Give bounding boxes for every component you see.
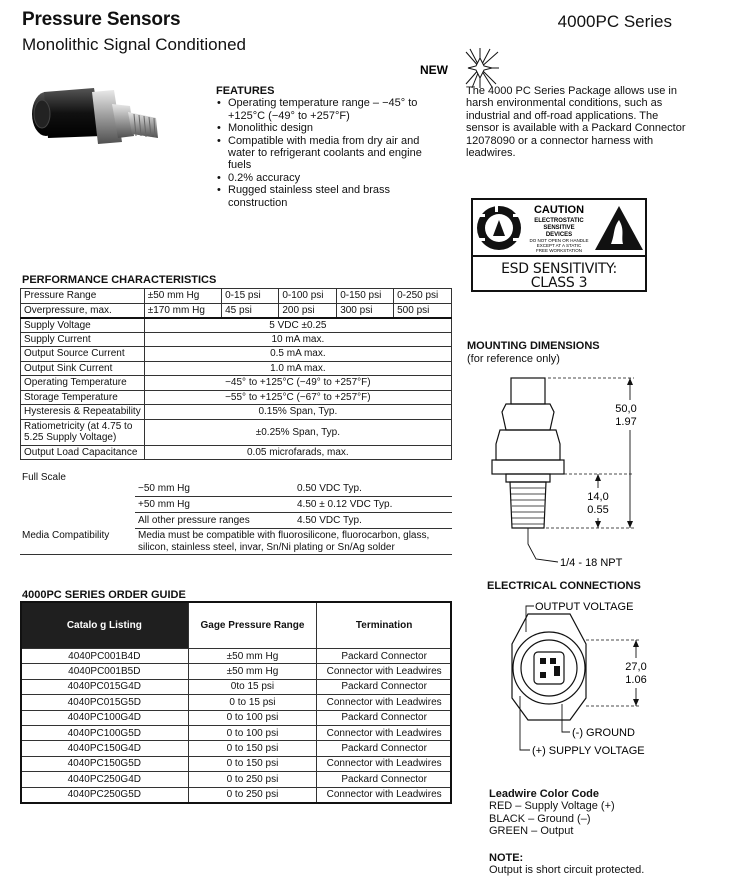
table-row [21,390,452,405]
intro-paragraph: The 4000 PC Series Package allows use in harsh environmental conditions, such as industrial and off-road applications. The sensor is available with a Packard Connector 12078090 or a connector harness with leadwires. [466,85,686,160]
table-cell: 4040PC250G5D [21,787,189,802]
electrical-heading: ELECTRICAL CONNECTIONS [487,580,641,592]
table-row [21,679,452,694]
table-cell: ±50 mm Hg [188,649,317,664]
table-cell: Packard Connector [317,649,452,664]
table-cell: 0-15 psi [222,289,279,304]
table-row [21,649,452,664]
order-guide-table [20,602,452,803]
table-row [21,664,452,679]
table-cell: 0.50 VDC Typ. [297,483,362,494]
features-list [216,97,442,209]
table-row [21,772,452,787]
table-cell: 0.5 mA max. [144,347,451,362]
table-cell: 0 to 150 psi [188,741,317,756]
table-cell: Pressure Range [21,289,145,304]
table-cell: 0 to 150 psi [188,756,317,771]
table-cell: −45° to +125°C (−49° to +257°F) [144,376,451,391]
table-row [21,405,452,420]
list-item: • Compatible with media from dry air and water to refrigerant coolants and engine fuels [216,135,442,172]
table-cell: 4040PC150G4D [21,741,189,756]
table-row [21,445,452,460]
table-cell: 0 to 100 psi [188,710,317,725]
dimension-in: 1.97 [615,416,637,428]
series-name: 4000PC Series [557,12,672,31]
table-cell: Hysteresis & Repeatability [21,405,145,420]
table-cell: 0 to 100 psi [188,725,317,740]
table-row [21,695,452,710]
table-cell: Storage Temperature [21,390,145,405]
table-cell: 4040PC100G4D [21,710,189,725]
page-subtitle: Monolithic Signal Conditioned [22,35,246,54]
table-row [21,303,452,318]
table-cell: Connector with Leadwires [317,756,452,771]
table-row [21,289,452,304]
table-cell: 4040PC001B5D [21,664,189,679]
table-header-row [21,603,452,649]
table-cell: 4040PC001B4D [21,649,189,664]
leadwire-heading: Leadwire Color Code [489,788,600,800]
table-row [21,756,452,771]
table-cell: 0 to 15 psi [188,695,317,710]
column-header-catalog: Catalo g Listing [21,603,189,649]
caution-line: ELECTROSTATIC [534,218,584,224]
table-cell: Packard Connector [317,710,452,725]
table-row [135,497,452,513]
performance-table [20,288,452,460]
esd-caution-top [473,200,645,257]
table-cell: 0-250 psi [394,289,452,304]
caution-line: SENSITIVE [543,225,575,231]
features-section [216,85,442,209]
table-cell: Connector with Leadwires [317,787,452,802]
table-cell: ±50 mm Hg [144,289,221,304]
electrical-drawing [490,596,700,766]
table-cell: 4.50 ± 0.12 VDC Typ. [297,499,393,510]
table-row [21,332,452,347]
new-badge [418,46,500,90]
caution-line: EXCEPT AT A STATIC [536,243,582,248]
table-cell: +50 mm Hg [138,499,190,510]
table-cell: 4040PC150G5D [21,756,189,771]
output-voltage-label: OUTPUT VOLTAGE [535,601,634,613]
esd-caution-label [471,198,647,292]
table-cell: 200 psi [279,303,337,318]
table-cell: Packard Connector [317,679,452,694]
table-row [135,513,452,529]
column-header-termination: Termination [317,603,452,649]
table-cell: 45 psi [222,303,279,318]
thread-label: 1/4 - 18 NPT [560,557,623,569]
table-cell: 300 psi [337,303,394,318]
dimension-in: 1.06 [625,674,647,686]
list-item: GREEN – Output [489,825,574,837]
esd-sensitivity-line: ESD SENSITIVITY: [501,261,617,277]
dimension-mm: 50,0 [615,403,637,415]
table-cell: 10 mA max. [144,332,451,347]
table-cell: Operating Temperature [21,376,145,391]
performance-heading: PERFORMANCE CHARACTERISTICS [22,274,217,286]
dimension-in: 0.55 [587,504,609,516]
table-cell: Output Sink Current [21,361,145,376]
new-badge-text: NEW [420,63,448,77]
table-row [135,481,452,497]
table-row [21,725,452,740]
table-cell: Supply Voltage [21,318,145,333]
ground-label: (-) GROUND [572,727,635,739]
table-row [21,710,452,725]
mounting-heading: MOUNTING DIMENSIONS [467,340,600,352]
order-guide-heading: 4000PC SERIES ORDER GUIDE [22,589,186,601]
table-cell: Packard Connector [317,772,452,787]
table-cell: −55° to +125°C (−67° to +257°F) [144,390,451,405]
product-photo [24,78,164,170]
table-cell: 500 psi [394,303,452,318]
table-cell: 4040PC250G4D [21,772,189,787]
table-cell: 0.15% Span, Typ. [144,405,451,420]
table-row [21,419,452,445]
features-heading: FEATURES [216,85,275,97]
caution-text: CAUTION [533,204,585,216]
note-text: Output is short circuit protected. [489,864,645,876]
table-cell: Supply Current [21,332,145,347]
table-row [21,787,452,802]
note-heading: NOTE: [489,852,524,864]
divider [20,554,452,555]
supply-voltage-label: (+) SUPPLY VOLTAGE [532,745,645,757]
full-scale-rows [135,481,452,529]
page-title: Pressure Sensors [22,9,181,30]
mounting-note: (for reference only) [467,353,560,365]
table-cell: 0-100 psi [279,289,337,304]
list-item: BLACK – Ground (–) [489,812,591,825]
table-cell: 0.05 microfarads, max. [144,445,451,460]
caution-line: DEVICES [545,232,573,238]
full-scale-label: Full Scale [22,472,66,483]
table-cell: ±50 mm Hg [188,664,317,679]
table-cell: Ratiometricity (at 4.75 to 5.25 Supply Voltage) [21,419,145,445]
list-item: • Operating temperature range – −45° to +125°C (−49° to +257°F) [216,97,442,122]
table-cell: Connector with Leadwires [317,664,452,679]
table-cell: All other pressure ranges [138,515,250,526]
table-cell: ±170 mm Hg [144,303,221,318]
leadwire-list [489,800,615,838]
table-row [21,318,452,333]
table-cell: −50 mm Hg [138,483,190,494]
esd-sensitivity [473,262,645,290]
dimension-mm: 14,0 [587,491,609,503]
table-cell: Output Load Capacitance [21,445,145,460]
table-cell: Connector with Leadwires [317,725,452,740]
table-row [21,361,452,376]
table-cell: 4040PC015G5D [21,695,189,710]
table-cell: Overpressure, max. [21,303,145,318]
table-cell: Connector with Leadwires [317,695,452,710]
table-cell: ±0.25% Span, Typ. [144,419,451,445]
caution-line: DO NOT OPEN OR HANDLE [529,238,589,243]
table-cell: 4.50 VDC Typ. [297,515,362,526]
table-row [21,376,452,391]
table-cell: 5 VDC ±0.25 [144,318,451,333]
list-item: • Rugged stainless steel and brass construction [216,184,442,209]
media-compatibility-value: Media must be compatible with fluorosilicone, fluorocarbon, glass, silicon, stainless steel, invar, Sn/Ni plating or Sn/Ag solder [138,530,430,553]
caution-line: FREE WORKSTATION [535,248,583,253]
table-cell: Packard Connector [317,741,452,756]
table-cell: 0to 15 psi [188,679,317,694]
table-cell: 0 to 250 psi [188,787,317,802]
column-header-range: Gage Pressure Range [188,603,317,649]
table-cell: 0-150 psi [337,289,394,304]
table-cell: 0 to 250 psi [188,772,317,787]
table-row [21,347,452,362]
mounting-drawing [466,364,666,574]
table-cell: Output Source Current [21,347,145,362]
table-cell: 1.0 mA max. [144,361,451,376]
list-item: RED – Supply Voltage (+) [489,800,615,812]
media-compatibility-label: Media Compatibility [22,530,110,541]
dimension-mm: 27,0 [625,661,647,673]
esd-class-line: CLASS 3 [530,275,588,291]
list-item: • 0.2% accuracy [216,172,442,184]
table-cell: 4040PC015G4D [21,679,189,694]
table-row [21,741,452,756]
esd-symbols [473,200,645,255]
list-item: • Monolithic design [216,122,442,134]
table-cell: 4040PC100G5D [21,725,189,740]
